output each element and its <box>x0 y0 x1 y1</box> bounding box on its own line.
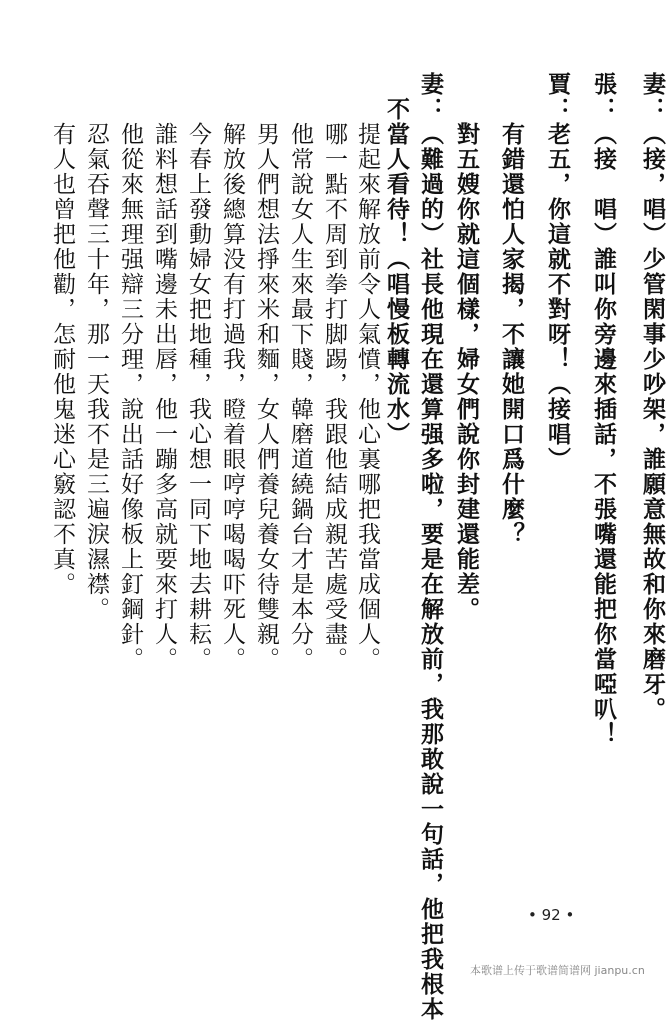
text-column-6: 妻：（難過的）社長他現在還算强多啦，要是在解放前，我那敢說一句話，他把我根本 <box>417 72 444 1022</box>
page-number: • 92 • <box>528 906 575 924</box>
text-column-1: 妻：（接，唱）少管閑事少吵架，誰願意無故和你來磨牙。 <box>639 72 666 722</box>
text-column-17: 有人也曾把他勸，怎耐他鬼迷心竅認不真。 <box>49 72 75 597</box>
text-column-8: 提起來解放前令人氣憤，他心裏哪把我當成個人。 <box>354 72 380 672</box>
text-column-3: 賈：老五，你這就不對呀！（接唱） <box>544 72 571 472</box>
text-column-7: 不當人看待！（唱慢板轉流水） <box>383 72 410 447</box>
text-column-2: 張：（接 唱）誰叫你旁邊來插話，不張嘴還能把你當啞叭！ <box>590 72 617 747</box>
text-column-15: 他從來無理强辯三分理，說出話好像板上釘鋼針。 <box>117 72 143 672</box>
text-column-13: 今春上發動婦女把地種，我心想一同下地去耕耘。 <box>185 72 211 672</box>
text-column-9: 哪一點不周到拳打脚踢，我跟他結成親苦處受盡。 <box>321 72 347 672</box>
footer-watermark: 本歌谱上传于歌谱简谱网 jianpu.cn <box>470 964 645 977</box>
text-column-12: 解放後總算没有打過我，瞪着眼哼哼喝喝吓死人。 <box>219 72 245 672</box>
text-column-16: 忍氣吞聲三十年，那一天我不是三遍淚濕襟。 <box>83 72 109 622</box>
text-column-14: 誰料想話到嘴邊未出唇，他一蹦多高就要來打人。 <box>151 72 177 672</box>
text-column-10: 他常說女人生來最下賤，韓磨道繞鍋台才是本分。 <box>287 72 313 672</box>
text-column-11: 男人們想法掙來米和麵，女人們養兒養女待雙親。 <box>253 72 279 672</box>
text-column-4: 有錯還怕人家揭，不讓她開口爲什麼？ <box>498 72 525 547</box>
text-column-5: 對五嫂你就這個樣，婦女們說你封建還能差。 <box>453 72 480 622</box>
